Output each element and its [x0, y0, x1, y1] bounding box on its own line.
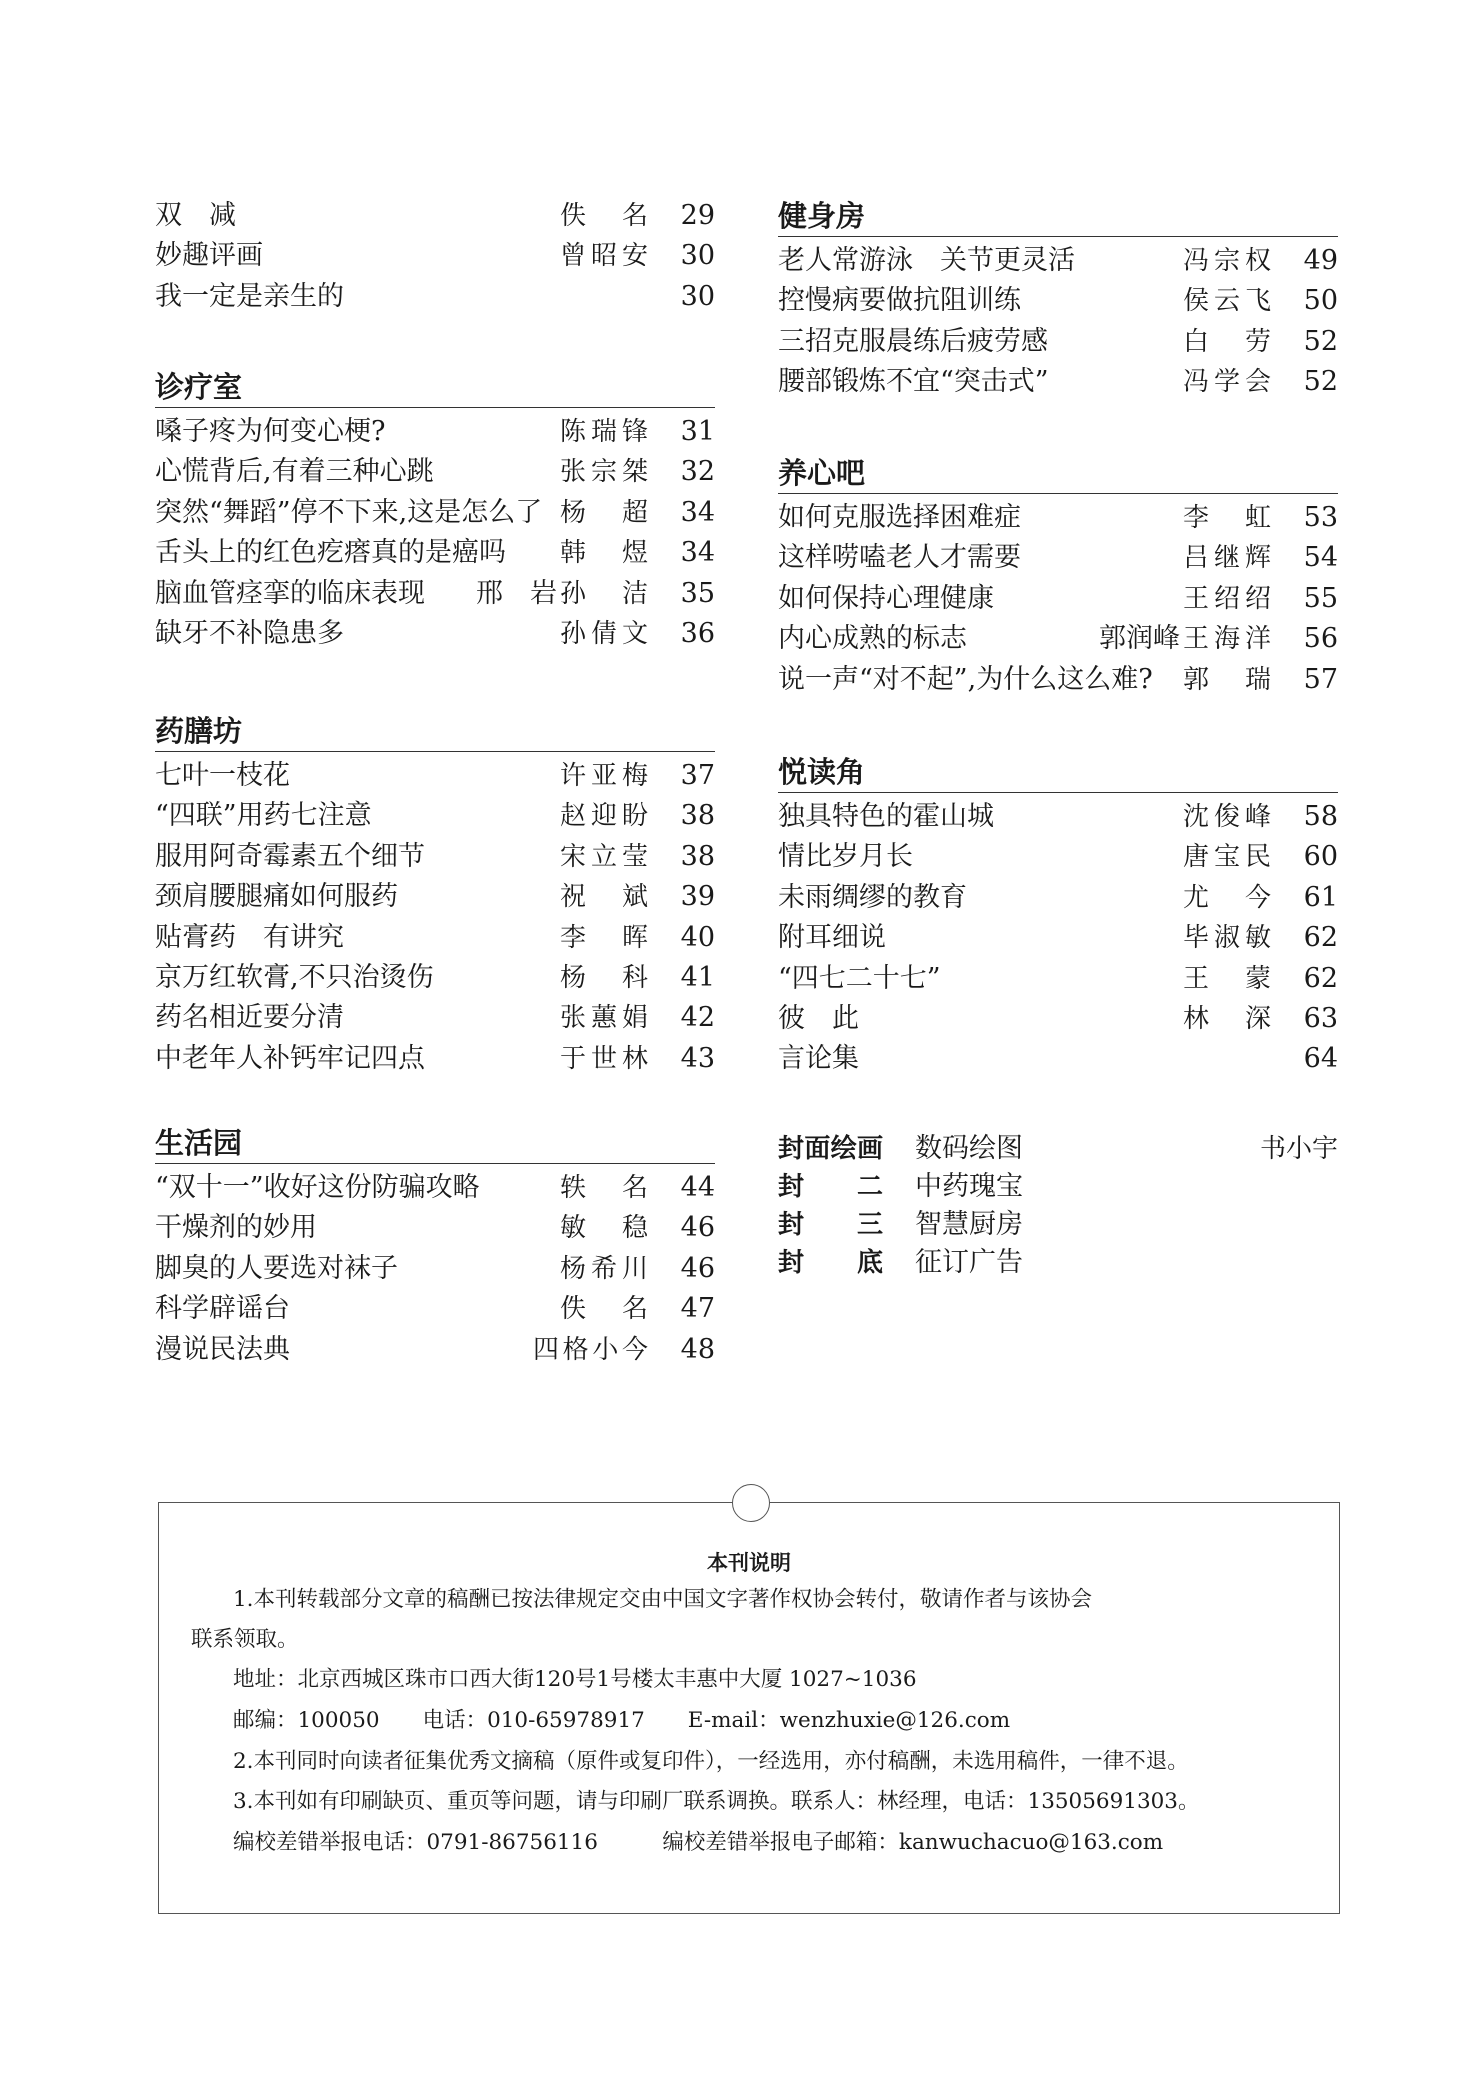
- credit-title: 中药瑰宝: [915, 1171, 1023, 1202]
- entry-title: 颈肩腰腿痛如何服药: [155, 881, 398, 913]
- entry-title: 嗓子疼为何变心梗?: [155, 416, 386, 447]
- entry-title: 脑血管痉挛的临床表现: [155, 577, 425, 609]
- entry-title: 彼 此: [778, 1002, 859, 1034]
- entry-page-number: 37: [680, 760, 715, 791]
- entry-author: 尤 今: [1183, 882, 1271, 913]
- entry-title: 科学辟谣台: [155, 1293, 290, 1325]
- entry-title: 中老年人补钙牢记四点: [155, 1042, 425, 1074]
- toc-entry: [155, 958, 715, 998]
- notice-contact: 邮编：100050 电话：010-65978917 E-mail：wenzhuxie@126.com: [233, 1708, 1011, 1733]
- entry-author: 佚 名: [560, 1294, 648, 1325]
- entry-page-number: 57: [1303, 663, 1338, 695]
- entry-title: “四七二十七”: [778, 962, 941, 994]
- entry-author: 杨希川: [560, 1253, 648, 1284]
- section-title: 悦读角: [778, 752, 1338, 793]
- toc-entry: [778, 797, 1338, 837]
- section-title: 药膳坊: [155, 711, 715, 752]
- toc-entry: [778, 362, 1338, 402]
- credit-label: 封面绘画: [778, 1134, 883, 1164]
- entry-page-number: 41: [680, 961, 715, 993]
- toc-entry: [155, 1168, 715, 1208]
- entry-author: 沈俊峰: [1183, 802, 1271, 832]
- toc-entry: [155, 614, 715, 654]
- entry-page-number: 49: [1303, 245, 1338, 276]
- entry-author: 白 劳: [1183, 326, 1271, 357]
- toc-entry: [155, 493, 715, 533]
- entry-page-number: 64: [1303, 1043, 1338, 1075]
- toc-entry: [778, 498, 1338, 538]
- toc-section: [778, 196, 1338, 403]
- entry-page-number: 46: [680, 1252, 715, 1284]
- entry-title: 药名相近要分清: [155, 1002, 344, 1034]
- entry-page-number: 36: [680, 617, 715, 649]
- entry-author: 冯宗权: [1183, 246, 1271, 276]
- toc-entry: [155, 1039, 715, 1079]
- toc-entry: [778, 241, 1338, 281]
- entry-page-number: 44: [680, 1172, 715, 1203]
- credit-label: 封三: [778, 1210, 883, 1240]
- section-title: 诊疗室: [155, 367, 715, 408]
- entry-page-number: 62: [1303, 922, 1338, 954]
- entry-page-number: 46: [680, 1212, 715, 1244]
- cover-credits: [778, 1130, 1338, 1282]
- entry-title: 缺牙不补隐患多: [155, 617, 344, 649]
- entry-title: 七叶一枝花: [155, 760, 290, 791]
- entry-author: 宋立莹: [560, 841, 648, 872]
- credit-author: 书小宇: [1259, 1134, 1338, 1164]
- section-title: 养心吧: [778, 453, 1338, 494]
- toc-entry: [155, 574, 715, 614]
- toc-entry: [155, 918, 715, 958]
- entry-title: 舌头上的红色疙瘩真的是癌吗: [155, 537, 506, 569]
- entry-author: 孙倩文: [560, 618, 648, 649]
- toc-entry: [778, 538, 1338, 578]
- entry-page-number: 54: [1303, 542, 1338, 574]
- entry-author: 张宗桀: [560, 457, 648, 488]
- credit-title: 数码绘图: [915, 1133, 1023, 1164]
- entry-title: 内心成熟的标志: [778, 623, 967, 655]
- entry-page-number: 50: [1303, 285, 1338, 317]
- entry-author: 曾昭安: [560, 241, 648, 272]
- entry-title: 服用阿奇霉素五个细节: [155, 840, 425, 872]
- entry-page-number: 61: [1303, 881, 1338, 913]
- entry-author: 佚 名: [560, 201, 648, 231]
- entry-author: 冯学会: [1183, 367, 1271, 398]
- notice-line-1b: 联系领取。: [191, 1627, 299, 1652]
- entry-page-number: 42: [680, 1002, 715, 1034]
- toc-entry: [155, 412, 715, 452]
- toc-entry: [155, 796, 715, 836]
- entry-author: 许亚梅: [560, 761, 648, 791]
- entry-title: 京万红软膏,不只治烫伤: [155, 961, 434, 993]
- entry-title: 老人常游泳 关节更灵活: [778, 245, 1075, 276]
- entry-page-number: 35: [680, 577, 715, 609]
- entry-author: 于世林: [560, 1043, 648, 1074]
- entry-title: 心慌背后,有着三种心跳: [155, 456, 434, 488]
- entry-author: 赵迎盼: [560, 801, 648, 832]
- toc-section: [778, 752, 1338, 1080]
- toc-entry: [155, 1289, 715, 1329]
- credit-title: 智慧厨房: [915, 1209, 1023, 1240]
- entry-title: 附耳细说: [778, 922, 886, 954]
- entry-author: 毕淑敏: [1183, 923, 1271, 954]
- entry-author: 轶 名: [560, 1173, 648, 1203]
- toc-entry: [155, 196, 715, 236]
- entry-title: 三招克服晨练后疲劳感: [778, 325, 1048, 357]
- entry-title: 说一声“对不起”,为什么这么难?: [778, 663, 1153, 695]
- credit-label: 封底: [778, 1248, 883, 1278]
- toc-entry: [155, 756, 715, 796]
- entry-author: 李 虹: [1183, 503, 1271, 533]
- toc-entry: [155, 877, 715, 917]
- entry-page-number: 55: [1303, 582, 1338, 614]
- toc-entry: [155, 1249, 715, 1289]
- entry-page-number: 58: [1303, 801, 1338, 832]
- notice-address: 地址：北京西城区珠市口西大街120号1号楼太丰惠中大厦 1027~1036: [233, 1667, 917, 1692]
- toc-entry: [778, 619, 1338, 659]
- entry-title: 这样唠嗑老人才需要: [778, 542, 1021, 574]
- entry-author: 王 蒙: [1183, 963, 1271, 994]
- toc-entry: [155, 452, 715, 492]
- entry-title: 腰部锻炼不宜“突击式”: [778, 366, 1049, 398]
- entry-page-number: 34: [680, 537, 715, 569]
- entry-author: 祝 斌: [560, 882, 648, 913]
- entry-page-number: 38: [680, 840, 715, 872]
- entry-author: 李 晖: [560, 922, 648, 953]
- toc-entry: [778, 322, 1338, 362]
- toc-entry: [778, 281, 1338, 321]
- entry-page-number: 30: [680, 240, 715, 272]
- notice-title: 本刊说明: [707, 1551, 791, 1575]
- entry-author: 四格小今: [533, 1334, 648, 1365]
- entry-page-number: 38: [680, 800, 715, 832]
- entry-coauthor: 郭润峰: [1099, 623, 1180, 655]
- entry-page-number: 56: [1303, 623, 1338, 655]
- credit-row: [778, 1130, 1338, 1168]
- entry-author: 杨 超: [560, 497, 648, 528]
- entry-title: 漫说民法典: [155, 1333, 290, 1365]
- entry-author: 陈瑞锋: [560, 417, 648, 447]
- entry-page-number: 29: [680, 200, 715, 231]
- entry-title: 未雨绸缪的教育: [778, 881, 967, 913]
- credit-row: [778, 1206, 1338, 1244]
- toc-section: [155, 711, 715, 1079]
- toc-entry: [155, 533, 715, 573]
- toc-section: [778, 453, 1338, 700]
- entry-page-number: 43: [680, 1042, 715, 1074]
- entry-page-number: 53: [1303, 502, 1338, 533]
- toc-entry: [778, 878, 1338, 918]
- entry-title: 独具特色的霍山城: [778, 801, 994, 832]
- entry-page-number: 34: [680, 496, 715, 528]
- entry-title: “双十一”收好这份防骗攻略: [155, 1172, 480, 1203]
- toc-entry: [155, 1330, 715, 1370]
- entry-page-number: 52: [1303, 325, 1338, 357]
- toc-entry: [155, 1208, 715, 1248]
- entry-author: 孙 洁: [560, 578, 648, 609]
- toc-entry: [778, 579, 1338, 619]
- entry-author: 张蕙娟: [560, 1003, 648, 1034]
- notice-circle-ornament: [732, 1484, 770, 1522]
- entry-page-number: 32: [680, 456, 715, 488]
- entry-author: 敏 稳: [560, 1213, 648, 1244]
- entry-title: 言论集: [778, 1043, 859, 1075]
- entry-author: 韩 煜: [560, 538, 648, 569]
- entry-title: 脚臭的人要选对袜子: [155, 1252, 398, 1284]
- entry-page-number: 62: [1303, 962, 1338, 994]
- entry-title: 妙趣评画: [155, 240, 263, 272]
- credit-row: [778, 1168, 1338, 1206]
- toc-section: [155, 367, 715, 654]
- credit-label: 封二: [778, 1172, 883, 1202]
- notice-line-2: 2.本刊同时向读者征集优秀文摘稿（原件或复印件），一经选用，亦付稿酬，未选用稿件，一律不退。: [233, 1749, 1189, 1774]
- entry-page-number: 47: [680, 1293, 715, 1325]
- entry-author: 林 深: [1183, 1003, 1271, 1034]
- toc-entry: [778, 959, 1338, 999]
- entry-author: 杨 科: [560, 962, 648, 993]
- entry-page-number: 52: [1303, 366, 1338, 398]
- notice-report: 编校差错举报电话：0791-86756116 编校差错举报电子邮箱：kanwuchacuo@163.com: [233, 1830, 1164, 1855]
- section-title: 生活园: [155, 1123, 715, 1164]
- entry-title: 贴膏药 有讲究: [155, 921, 344, 953]
- toc-entry: [155, 998, 715, 1038]
- entry-title: “四联”用药七注意: [155, 800, 372, 832]
- entry-title: 控慢病要做抗阻训练: [778, 285, 1021, 317]
- notice-line-1: 1.本刊转载部分文章的稿酬已按法律规定交由中国文字著作权协会转付，敬请作者与该协会: [233, 1587, 1093, 1612]
- toc-entry: [155, 277, 715, 317]
- toc-entry: [778, 660, 1338, 700]
- section-title: 健身房: [778, 196, 1338, 237]
- entry-author: 侯云飞: [1183, 286, 1271, 317]
- notice-line-3: 3.本刊如有印刷缺页、重页等问题，请与印刷厂联系调换。联系人：林经理，电话：13505691303。: [233, 1789, 1200, 1814]
- entry-author: 王绍绍: [1183, 583, 1271, 614]
- entry-title: 如何克服选择困难症: [778, 502, 1021, 533]
- entry-page-number: 60: [1303, 841, 1338, 873]
- entry-author: 唐宝民: [1183, 842, 1271, 873]
- toc-entry: [155, 236, 715, 276]
- entry-page-number: 31: [680, 416, 715, 447]
- toc-entry: [155, 837, 715, 877]
- entry-author: 郭 瑞: [1183, 664, 1271, 695]
- entry-title: 我一定是亲生的: [155, 280, 344, 312]
- credit-title: 征订广告: [915, 1247, 1023, 1278]
- entry-page-number: 30: [680, 280, 715, 312]
- credit-row: [778, 1244, 1338, 1282]
- toc-entry: [778, 999, 1338, 1039]
- entry-page-number: 48: [680, 1333, 715, 1365]
- toc-section: [155, 196, 715, 317]
- entry-author: 吕继辉: [1183, 543, 1271, 574]
- toc-entry: [778, 918, 1338, 958]
- notice-box: [158, 1502, 1340, 1914]
- entry-page-number: 40: [680, 921, 715, 953]
- entry-title: 双 减: [155, 200, 236, 231]
- entry-coauthor: 邢 岩: [476, 577, 557, 609]
- toc-entry: [778, 1039, 1338, 1079]
- toc-section: [155, 1123, 715, 1370]
- entry-page-number: 39: [680, 881, 715, 913]
- entry-title: 如何保持心理健康: [778, 582, 994, 614]
- entry-author: 王海洋: [1183, 624, 1271, 655]
- entry-title: 干燥剂的妙用: [155, 1212, 317, 1244]
- entry-title: 情比岁月长: [778, 841, 913, 873]
- entry-title: 突然“舞蹈”停不下来,这是怎么了: [155, 496, 543, 528]
- entry-page-number: 63: [1303, 1002, 1338, 1034]
- toc-entry: [778, 837, 1338, 877]
